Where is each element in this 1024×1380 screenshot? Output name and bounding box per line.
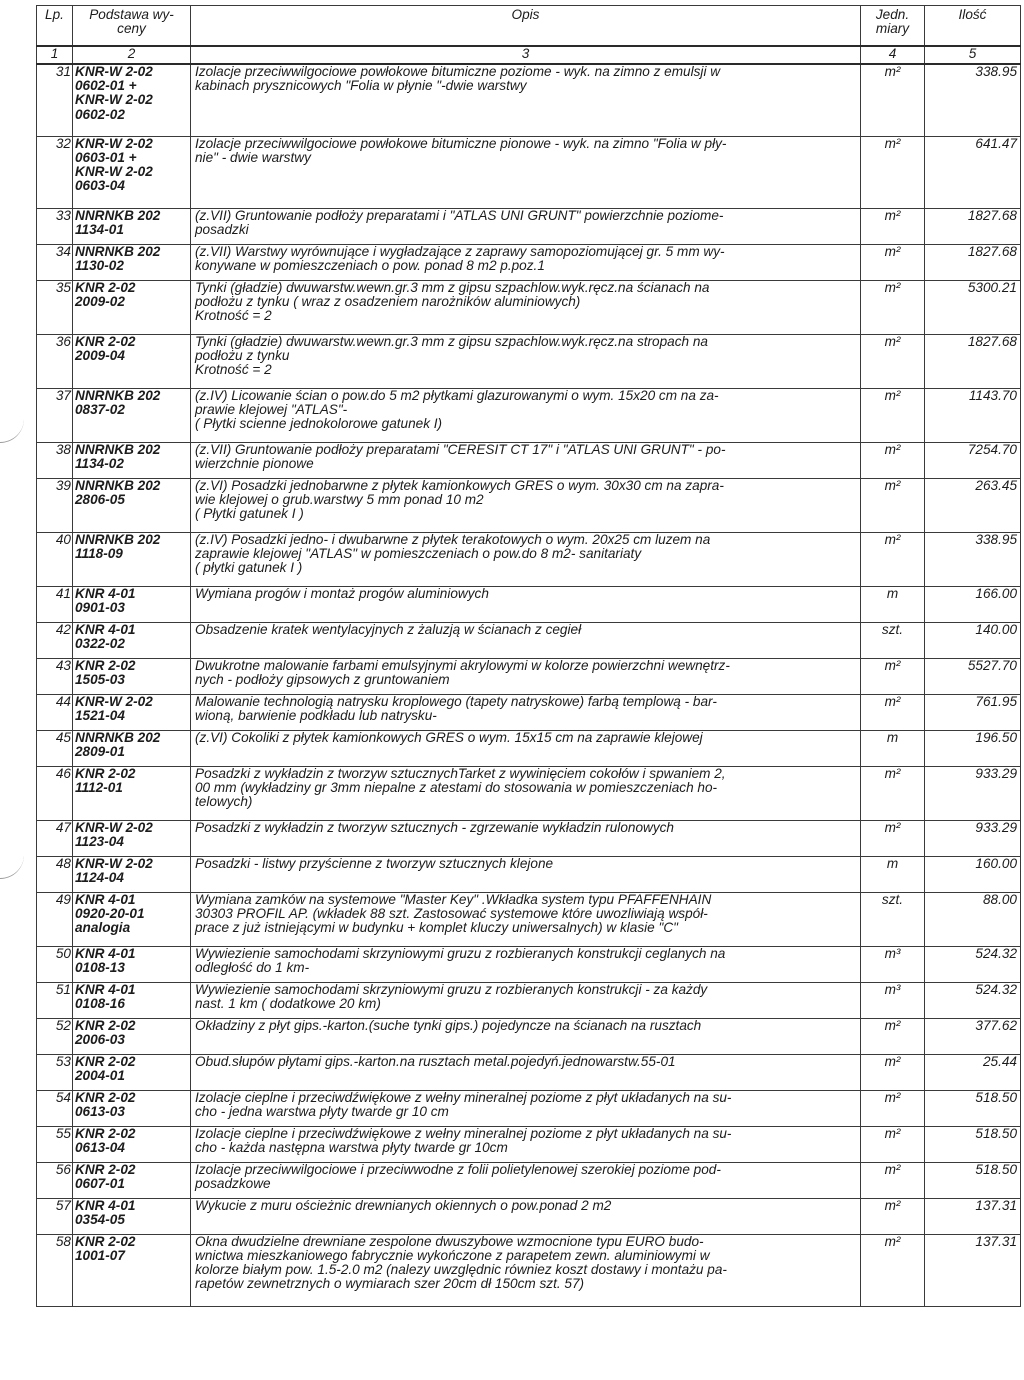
unit-of-measure: m³ (861, 946, 925, 982)
norm-code: KNR 2-02 2006-03 (73, 1018, 191, 1054)
description: Izolacje cieplne i przeciwdźwiękowe z wełny mineralnej poziome z płyt układanych na su- cho - jedna warstwa płyty twarde gr 10 cm (191, 1090, 861, 1126)
column-number-row (37, 46, 1021, 64)
table-row (37, 856, 1021, 892)
table-row (37, 658, 1021, 694)
description: (z.VI) Posadzki jednobarwne z płytek kamionkowych GRES o wym. 30x30 cm na zapra- wie klejowej o grub.warstwy 5 mm ponad 10 m2 ( Płytki gatunek I ) (191, 478, 861, 532)
row-number: 58 (37, 1234, 73, 1306)
table-row (37, 388, 1021, 442)
unit-of-measure: m² (861, 1234, 925, 1306)
description: Dwukrotne malowanie farbami emulsyjnymi akrylowymi w kolorze powierzchni wewnętrz- nych - podłoży gipsowych z gruntowaniem (191, 658, 861, 694)
row-number: 33 (37, 208, 73, 244)
unit-of-measure: m² (861, 694, 925, 730)
quantity: 377.62 (925, 1018, 1021, 1054)
row-number: 31 (37, 64, 73, 136)
norm-code: KNR 4-01 0901-03 (73, 586, 191, 622)
norm-code: KNR 2-02 1001-07 (73, 1234, 191, 1306)
table-row (37, 334, 1021, 388)
norm-code: NNRNKB 202 2809-01 (73, 730, 191, 766)
quantity: 137.31 (925, 1198, 1021, 1234)
row-number: 57 (37, 1198, 73, 1234)
description: Posadzki - listwy przyścienne z tworzyw sztucznych klejone (191, 856, 861, 892)
unit-of-measure: m² (861, 388, 925, 442)
description: Wymiana progów i montaż progów aluminiowych (191, 586, 861, 622)
norm-code: KNR 4-01 0354-05 (73, 1198, 191, 1234)
norm-code: KNR-W 2-02 0602-01 + KNR-W 2-02 0602-02 (73, 64, 191, 136)
row-number: 37 (37, 388, 73, 442)
table-row (37, 820, 1021, 856)
row-number: 43 (37, 658, 73, 694)
table-row (37, 1018, 1021, 1054)
table-row (37, 442, 1021, 478)
quantity: 1827.68 (925, 244, 1021, 280)
table-row (37, 136, 1021, 208)
description: (z.IV) Posadzki jedno- i dwubarwne z płytek terakotowych o wym. 20x25 cm luzem na zaprawie klejowej "ATLAS" w pomieszczeniach o pow.do 8 m2- sanitariaty ( płytki gatunek I ) (191, 532, 861, 586)
description: Obud.słupów płytami gips.-karton.na rusztach metal.pojedyń.jednowarstw.55-01 (191, 1054, 861, 1090)
norm-code: KNR-W 2-02 1123-04 (73, 820, 191, 856)
quantity: 1143.70 (925, 388, 1021, 442)
description: Izolacje przeciwwilgociowe powłokowe bitumiczne poziome - wyk. na zimno z emulsji w kabinach prysznicowych "Folia w płynie "-dwie warstwy (191, 64, 861, 136)
column-number: 5 (925, 46, 1021, 64)
table-row (37, 532, 1021, 586)
table-row (37, 1126, 1021, 1162)
norm-code: NNRNKB 202 1130-02 (73, 244, 191, 280)
row-number: 40 (37, 532, 73, 586)
description: Tynki (gładzie) dwuwarstw.wewn.gr.3 mm z gipsu szpachlow.wyk.ręcz.na stropach na podłożu z tynku Krotność = 2 (191, 334, 861, 388)
unit-of-measure: m (861, 730, 925, 766)
description: Izolacje cieplne i przeciwdźwiękowe z wełny mineralnej poziome z płyt układanych na su- cho - każda następna warstwa płyty twarde gr 10cm (191, 1126, 861, 1162)
row-number: 42 (37, 622, 73, 658)
unit-of-measure: m² (861, 1090, 925, 1126)
norm-code: NNRNKB 202 1134-01 (73, 208, 191, 244)
norm-code: KNR 2-02 0607-01 (73, 1162, 191, 1198)
table-row (37, 586, 1021, 622)
quantity: 196.50 (925, 730, 1021, 766)
description: Obsadzenie kratek wentylacyjnych z żaluzją w ścianach z cegieł (191, 622, 861, 658)
unit-of-measure: m³ (861, 982, 925, 1018)
row-number: 51 (37, 982, 73, 1018)
row-number: 54 (37, 1090, 73, 1126)
description: (z.IV) Licowanie ścian o pow.do 5 m2 płytkami glazurowanymi o wym. 15x20 cm na za- prawie klejowej "ATLAS"- ( Płytki scienne jednokolorowe gatunek I) (191, 388, 861, 442)
header-podstawa: Podstawa wy- ceny (73, 6, 191, 47)
description: Okna dwudzielne drewniane zespolone dwuszybowe wzmocnione typu EURO budo- wnictwa mieszkaniowego fabrycznie wykończone z parapetem zewn. aluminiowymi w kolorze białym pow. 1.5-2.0 m2 (nalezy uwzględnic równiez koszt dostawy i montażu pa- rapetów zewnetrznych o wymiarach szer 20cm dł 150cm szt. 57) (191, 1234, 861, 1306)
quantity: 140.00 (925, 622, 1021, 658)
description: (z.VII) Gruntowanie podłoży preparatami i "ATLAS UNI GRUNT" powierzchnie poziome- posadzki (191, 208, 861, 244)
unit-of-measure: m² (861, 658, 925, 694)
norm-code: NNRNKB 202 2806-05 (73, 478, 191, 532)
margin-mark (0, 416, 24, 443)
column-number: 2 (73, 46, 191, 64)
table-row (37, 244, 1021, 280)
quantity: 338.95 (925, 64, 1021, 136)
description: Okładziny z płyt gips.-karton.(suche tynki gips.) pojedyncze na ścianach na rusztach (191, 1018, 861, 1054)
description: Posadzki z wykładzin z tworzyw sztucznych - zgrzewanie wykładzin rulonowych (191, 820, 861, 856)
quantity: 137.31 (925, 1234, 1021, 1306)
row-number: 53 (37, 1054, 73, 1090)
description: Posadzki z wykładzin z tworzyw sztucznychTarket z wywinięciem cokołów i spwaniem 2, 00 mm (wykładziny gr 3mm niepalne z atestami do stosowania w pomieszczeniach ho- telowych) (191, 766, 861, 820)
norm-code: KNR-W 2-02 1124-04 (73, 856, 191, 892)
quantity: 933.29 (925, 820, 1021, 856)
table-row (37, 64, 1021, 136)
row-number: 56 (37, 1162, 73, 1198)
description: (z.VII) Warstwy wyrównujące i wygładzające z zaprawy samopoziomującej gr. 5 mm wy- konywane w pomieszczeniach o pow. ponad 8 m2 p.poz.1 (191, 244, 861, 280)
column-number: 3 (191, 46, 861, 64)
norm-code: KNR-W 2-02 1521-04 (73, 694, 191, 730)
unit-of-measure: m² (861, 244, 925, 280)
norm-code: KNR 4-01 0920-20-01 analogia (73, 892, 191, 946)
description: Malowanie technologią natrysku kroplowego (tapety natryskowe) farbą templową - bar- wioną, barwienie podkładu lub natrysku- (191, 694, 861, 730)
row-number: 35 (37, 280, 73, 334)
quantity: 641.47 (925, 136, 1021, 208)
quantity: 160.00 (925, 856, 1021, 892)
header-unit: Jedn. miary (861, 6, 925, 47)
row-number: 52 (37, 1018, 73, 1054)
norm-code: KNR 4-01 0108-16 (73, 982, 191, 1018)
norm-code: NNRNKB 202 1134-02 (73, 442, 191, 478)
description: (z.VII) Gruntowanie podłoży preparatami "CERESIT CT 17" i "ATLAS UNI GRUNT" - po- wierzchnie pionowe (191, 442, 861, 478)
unit-of-measure: m² (861, 1018, 925, 1054)
table-row (37, 1198, 1021, 1234)
norm-code: KNR 2-02 1112-01 (73, 766, 191, 820)
table-row (37, 1090, 1021, 1126)
norm-code: KNR 2-02 0613-04 (73, 1126, 191, 1162)
table-row (37, 280, 1021, 334)
description: Wykucie z muru ościeżnic drewnianych okiennych o pow.ponad 2 m2 (191, 1198, 861, 1234)
norm-code: KNR 4-01 0322-02 (73, 622, 191, 658)
unit-of-measure: m² (861, 136, 925, 208)
row-number: 44 (37, 694, 73, 730)
description: Wymiana zamków na systemowe "Master Key" .Wkładka system typu PFAFFENHAIN 30303 PROFIL AP. (wkładek 88 szt. Zastosować systemowe które uwozliwiają współ- prace z już istniejącymi w budynku + komplet kluczy uniwersalnych) w klasie "C" (191, 892, 861, 946)
table-row (37, 208, 1021, 244)
norm-code: KNR 2-02 2009-04 (73, 334, 191, 388)
table-row (37, 892, 1021, 946)
unit-of-measure: m² (861, 478, 925, 532)
table-row (37, 1162, 1021, 1198)
quantity: 518.50 (925, 1090, 1021, 1126)
norm-code: KNR 2-02 2004-01 (73, 1054, 191, 1090)
header-opis: Opis (191, 6, 861, 47)
column-number: 1 (37, 46, 73, 64)
cost-estimate-table (36, 5, 1021, 1307)
unit-of-measure: m² (861, 64, 925, 136)
unit-of-measure: m² (861, 208, 925, 244)
description: Izolacje przeciwwilgociowe powłokowe bitumiczne pionowe - wyk. na zimno "Folia w pły- nie" - dwie warstwy (191, 136, 861, 208)
quantity: 761.95 (925, 694, 1021, 730)
quantity: 88.00 (925, 892, 1021, 946)
row-number: 34 (37, 244, 73, 280)
row-number: 36 (37, 334, 73, 388)
header-qty: Ilość (925, 6, 1021, 47)
unit-of-measure: szt. (861, 622, 925, 658)
unit-of-measure: m² (861, 532, 925, 586)
norm-code: KNR-W 2-02 0603-01 + KNR-W 2-02 0603-04 (73, 136, 191, 208)
unit-of-measure: m² (861, 1054, 925, 1090)
row-number: 45 (37, 730, 73, 766)
row-number: 48 (37, 856, 73, 892)
norm-code: KNR 2-02 1505-03 (73, 658, 191, 694)
unit-of-measure: m² (861, 1162, 925, 1198)
unit-of-measure: m² (861, 1198, 925, 1234)
row-number: 32 (37, 136, 73, 208)
table-row (37, 622, 1021, 658)
cost-estimate-sheet (36, 5, 1020, 1307)
norm-code: NNRNKB 202 1118-09 (73, 532, 191, 586)
quantity: 518.50 (925, 1162, 1021, 1198)
quantity: 263.45 (925, 478, 1021, 532)
quantity: 5300.21 (925, 280, 1021, 334)
quantity: 933.29 (925, 766, 1021, 820)
table-body (37, 64, 1021, 1306)
unit-of-measure: szt. (861, 892, 925, 946)
table-row (37, 478, 1021, 532)
row-number: 47 (37, 820, 73, 856)
row-number: 38 (37, 442, 73, 478)
quantity: 7254.70 (925, 442, 1021, 478)
table-row (37, 982, 1021, 1018)
quantity: 1827.68 (925, 208, 1021, 244)
quantity: 524.32 (925, 946, 1021, 982)
row-number: 49 (37, 892, 73, 946)
row-number: 41 (37, 586, 73, 622)
quantity: 5527.70 (925, 658, 1021, 694)
description: Tynki (gładzie) dwuwarstw.wewn.gr.3 mm z gipsu szpachlow.wyk.ręcz.na ścianach na podłożu z tynku ( wraz z osadzeniem narożników aluminiowych) Krotność = 2 (191, 280, 861, 334)
description: Izolacje przeciwwilgociowe i przeciwwodne z folii polietylenowej szerokiej poziome pod- posadzkowe (191, 1162, 861, 1198)
quantity: 25.44 (925, 1054, 1021, 1090)
quantity: 518.50 (925, 1126, 1021, 1162)
row-number: 55 (37, 1126, 73, 1162)
unit-of-measure: m² (861, 766, 925, 820)
table-row (37, 946, 1021, 982)
description: Wywiezienie samochodami skrzyniowymi gruzu z rozbieranych konstrukcji - za każdy nast. 1 km ( dodatkowe 20 km) (191, 982, 861, 1018)
header-row (37, 6, 1021, 47)
row-number: 39 (37, 478, 73, 532)
description: Wywiezienie samochodami skrzyniowymi gruzu z rozbieranych konstrukcji ceglanych na odległość do 1 km- (191, 946, 861, 982)
description: (z.VI) Cokoliki z płytek kamionkowych GRES o wym. 15x15 cm na zaprawie klejowej (191, 730, 861, 766)
unit-of-measure: m (861, 586, 925, 622)
norm-code: KNR 2-02 2009-02 (73, 280, 191, 334)
header-lp: Lp. (37, 6, 73, 47)
quantity: 166.00 (925, 586, 1021, 622)
norm-code: KNR 4-01 0108-13 (73, 946, 191, 982)
unit-of-measure: m (861, 856, 925, 892)
column-number: 4 (861, 46, 925, 64)
unit-of-measure: m² (861, 1126, 925, 1162)
quantity: 338.95 (925, 532, 1021, 586)
quantity: 1827.68 (925, 334, 1021, 388)
norm-code: KNR 2-02 0613-03 (73, 1090, 191, 1126)
table-row (37, 1234, 1021, 1306)
table-row (37, 730, 1021, 766)
unit-of-measure: m² (861, 442, 925, 478)
row-number: 50 (37, 946, 73, 982)
table-row (37, 694, 1021, 730)
margin-mark (0, 852, 24, 879)
quantity: 524.32 (925, 982, 1021, 1018)
table-row (37, 766, 1021, 820)
unit-of-measure: m² (861, 334, 925, 388)
norm-code: NNRNKB 202 0837-02 (73, 388, 191, 442)
unit-of-measure: m² (861, 280, 925, 334)
row-number: 46 (37, 766, 73, 820)
table-row (37, 1054, 1021, 1090)
unit-of-measure: m² (861, 820, 925, 856)
